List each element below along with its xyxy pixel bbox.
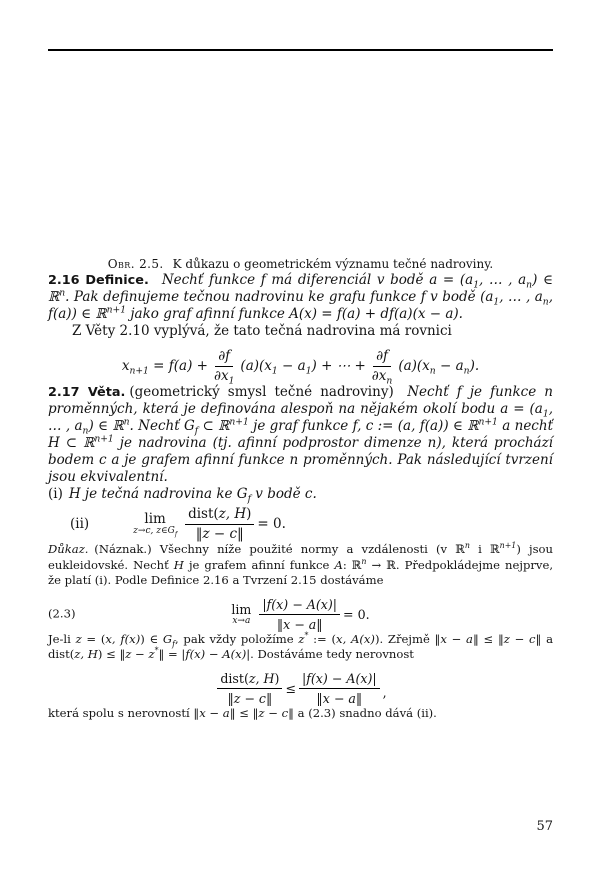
distance-fraction bbox=[185, 507, 254, 542]
fraction-numerator: ∂f bbox=[373, 349, 391, 367]
item-ii-label: (ii) bbox=[70, 516, 90, 532]
equation-rhs: = 0. bbox=[343, 606, 370, 622]
lim-symbol: lim bbox=[144, 511, 166, 527]
definition-heading: 2.16 Definice. bbox=[48, 273, 149, 288]
figure-caption-text: K důkazu o geometrickém významu tečné nadroviny. bbox=[172, 257, 494, 271]
proof-paragraph-2: Je-li z = (x, f(x)) ∈ $G_f$, pak vždy položíme z* := (x, A(x)). Zřejmě ‖x − a‖ ≤ ‖z − c‖ a dist(z, H) ≤ ‖z − z*‖ = |f(x) − A(x)|. Dostáváme tedy nerovnost bbox=[48, 630, 553, 661]
lim-symbol: lim bbox=[231, 601, 252, 617]
equation-middle: $(a)(x_1 - a_1)$ + ⋯ + bbox=[240, 358, 366, 377]
inequality-relation: ≤ bbox=[285, 680, 296, 696]
fraction-numerator: dist(z, H) bbox=[185, 507, 254, 525]
equation-end: $(a)(x_n - a_n)$. bbox=[398, 358, 480, 377]
inequality-display bbox=[48, 671, 553, 706]
fraction-denominator: $\partial x_n$ bbox=[371, 368, 393, 387]
theorem-item-i bbox=[48, 486, 553, 503]
fraction-numerator: dist(z, H) bbox=[217, 671, 282, 689]
fraction-denominator: ‖x − a‖ bbox=[316, 690, 363, 706]
theorem-body: (geometrický smysl tečné nadroviny) Nechť f je funkce n proměnných, která je definována alespoň na nějakém okolí bodu $a = (a_1$, … , $a_n$) ∈ ℝ$^n$. Nechť $G_f$ ⊂ ℝ$^{n+1}$ je graf funkce f, c := (a, f(a)) ∈ ℝ$^{n+1}$ a nechť H ⊂ ℝ$^{n+1}$ je nadrovina (tj. afinní podprostor dimenze n), která prochází bodem c a je grafem afinní funkce n proměnných. Pak následující tvrzení jsou ekvivalentní. bbox=[48, 384, 554, 485]
trailing-comma: , bbox=[382, 684, 387, 700]
difference-fraction bbox=[299, 671, 380, 706]
figure-caption bbox=[48, 257, 553, 272]
equation-rhs: = 0. bbox=[257, 516, 286, 532]
equation-2-3 bbox=[48, 597, 553, 632]
partial-derivative-fraction-2 bbox=[369, 348, 396, 387]
page-number: 57 bbox=[536, 819, 553, 834]
distance-fraction bbox=[217, 671, 282, 706]
figure-area bbox=[48, 51, 553, 241]
theorem-heading: 2.17 Věta. bbox=[48, 385, 126, 400]
fraction-denominator: $\partial x_1$ bbox=[213, 368, 235, 387]
partial-derivative-fraction-1 bbox=[211, 348, 237, 387]
tangent-hyperplane-equation bbox=[48, 348, 553, 387]
fraction-numerator: ∂f bbox=[215, 349, 233, 367]
difference-fraction bbox=[259, 597, 340, 632]
equation-tag: (2.3) bbox=[48, 606, 76, 621]
lim-subscript: z→c, $z\in G_f$ bbox=[133, 526, 178, 538]
fraction-denominator: ‖x − a‖ bbox=[276, 616, 323, 632]
fraction-numerator: |f(x) − A(x)| bbox=[299, 671, 380, 689]
definition-body: Nechť funkce f má diferenciál v bodě $a = (a_1$, … , $a_n$) ∈ ℝ$^n$. Pak definujeme tečnou nadrovinu ke grafu funkce f v bodě ($a_1$, … , $a_n$, f(a)) ∈ ℝ$^{n+1}$ jako graf afinní funkce A(x) = f(a) + df(a)(x − a). bbox=[48, 272, 553, 322]
fraction-numerator: |f(x) − A(x)| bbox=[259, 597, 340, 615]
fraction-denominator: ‖z − c‖ bbox=[227, 690, 273, 706]
definition-paragraph bbox=[48, 272, 553, 323]
limit-operator bbox=[231, 603, 251, 626]
proof-paragraph: Důkaz. (Náznak.) Všechny níže použité normy a vzdálenosti (v ℝ$^n$ i ℝ$^{n+1}$) jsou eukleidovské. Nechť H je grafem afinní funkce A: ℝ$^n$ → ℝ. Předpokládejme nejprve, že platí (i). Podle Definice 2.16 a Tvrzení 2.15 dostáváme bbox=[48, 541, 554, 587]
limit-operator bbox=[133, 513, 177, 536]
proof-paragraph-3: která spolu s nerovností ‖x − a‖ ≤ ‖z − c‖ a (2.3) snadno dává (ii). bbox=[48, 705, 437, 720]
fraction-denominator: ‖z − c‖ bbox=[195, 526, 244, 542]
lead-in-paragraph: Z Věty 2.10 vyplývá, že tato tečná nadrovina má rovnici bbox=[72, 323, 452, 339]
theorem-item-ii bbox=[70, 507, 553, 542]
item-i-label: (i) bbox=[48, 486, 63, 502]
figure-caption-label: Obr. 2.5. bbox=[107, 257, 164, 271]
lim-subscript: x→a bbox=[232, 615, 251, 626]
theorem-paragraph bbox=[48, 384, 553, 486]
item-i-body: H je tečná nadrovina ke $G_f$ v bodě c. bbox=[68, 486, 317, 505]
equation-lhs: $x_{n+1} = f(a)$ + bbox=[121, 358, 208, 377]
